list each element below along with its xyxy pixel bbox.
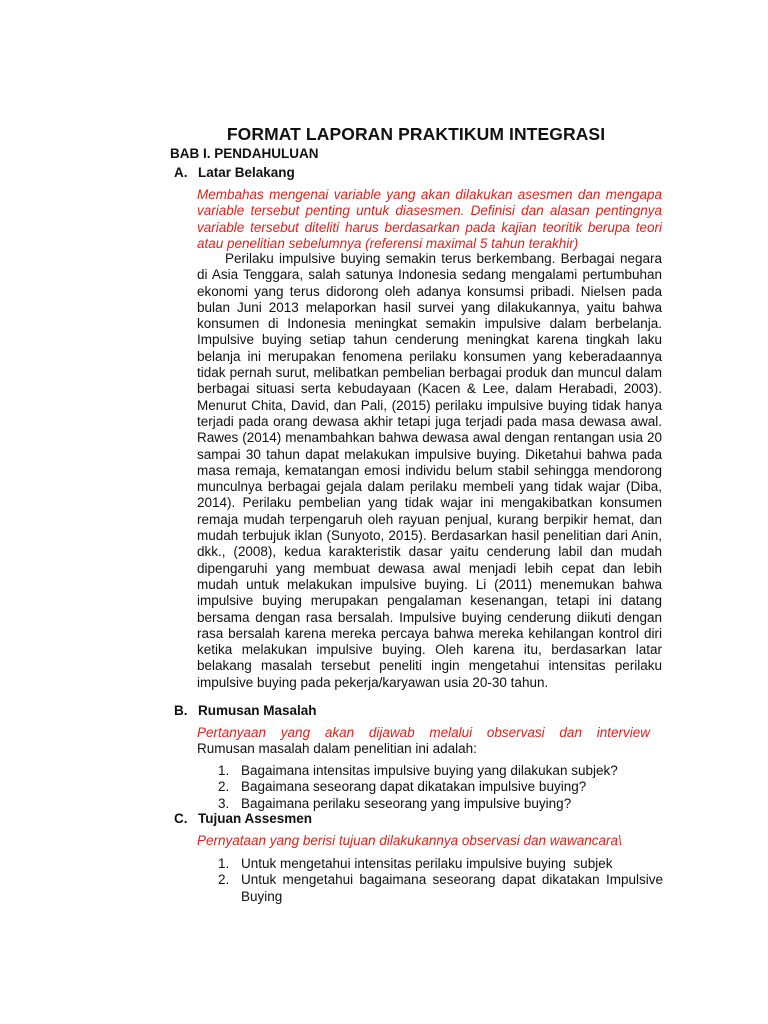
chapter-heading: BAB I. PENDAHULUAN — [170, 146, 319, 161]
list-item: 3. Bagaimana perilaku seseorang yang impulsive buying? — [218, 795, 572, 811]
list-item: 1. Untuk mengetahui intensitas perilaku impulsive buying subjek — [218, 856, 613, 871]
document-title: FORMAT LAPORAN PRAKTIKUM INTEGRASI — [226, 124, 606, 144]
section-c-list — [218, 856, 663, 905]
list-item: 1. Bagaimana intensitas impulsive buying yang dilakukan subjek? — [218, 763, 618, 778]
section-b-instruction: Pertanyaan yang akan dijawab melalui observasi dan interview — [197, 725, 650, 740]
section-c-heading — [174, 811, 312, 826]
list-item: 2. Untuk mengetahui bagaimana seseorang dapat dikatakan Impulsive Buying — [218, 872, 663, 904]
section-a-body: Perilaku impulsive buying semakin terus berkembang. Berbagai negara di Asia Tenggara, salah satunya Indonesia sedang mengalami pertumbuhan ekonomi yang terus didorong oleh adanya konsumsi pribadi. Nielsen pada bulan Juni 2013 melaporkan hasil survei yang dilakukannya, yaitu bahwa konsumen di Indonesia meningkat semakin impulsive dalam berbelanja. Impulsive buying setiap tahun cenderung meningkat karena tingkah laku belanja ini merupakan fenomena perilaku konsumen yang keberadaannya tidak pernah surut, melibatkan pembelian berbagai produk dan muncul dalam berbagai situasi serta kebudayaan (Kacen & Lee, dalam Herabadi, 2003). Menurut Chita, David, dan Pali, (2015) perilaku impulsive buying tidak hanya terjadi pada orang dewasa akhir tetapi juga terjadi pada masa dewasa awal. Rawes (2014) menambahkan bahwa dewasa awal dengan rentangan usia 20 sampai 30 tahun dapat melakukan impulsive buying. Diketahui bahwa pada masa remaja, kematangan emosi individu belum stabil sehingga mendorong munculnya berbagai gejala dalam perilaku membeli yang tidak wajar (Diba, 2014). Perilaku pembelian yang tidak wajar ini mengakibatkan konsumen remaja mudah terpengaruh oleh rayuan penjual, kurang berpikir hemat, dan mudah terbujuk iklan (Sunyoto, 2015). Berdasarkan hasil penelitian dari Anin, dkk., (2008), kedua karakteristik dasar yaitu cenderung labil dan mudah dipengaruhi yang membuat dewasa awal menjadi lebih cepat dan lebih mudah untuk melakukan impulsive buying. Li (2011) menemukan bahwa impulsive buying merupakan pengalaman kesenangan, tetapi ini datang bersama dengan rasa bersalah. Impulsive buying cenderung diikuti dengan rasa bersalah karena mereka percaya bahwa mereka kehilangan kontrol diri ketika melakukan impulsive buying. Oleh karena itu, berdasarkan latar belakang masalah tersebut peneliti ingin mengetahui intensitas perilaku impulsive buying pada pekerja/karyawan usia 20-30 tahun. — [197, 251, 662, 690]
section-c-title: Tujuan Assesmen — [198, 811, 313, 826]
section-a-instruction: Membahas mengenai variable yang akan dilakukan asesmen dan mengapa variable tersebut penting untuk diasesmen. Definisi dan alasan pentingnya variable tersebut diteliti harus berdasarkan pada kajian teoritik berupa teori atau penelitian sebelumnya (referensi maximal 5 tahun terakhir) — [197, 187, 662, 251]
section-a-letter: A. — [174, 165, 188, 180]
section-c-letter: C. — [174, 811, 188, 826]
section-a-heading — [174, 165, 295, 180]
section-b-heading — [174, 703, 317, 718]
section-b-letter: B. — [174, 703, 188, 718]
section-b-intro: Rumusan masalah dalam penelitian ini adalah: — [197, 741, 477, 756]
section-b-list — [218, 763, 663, 812]
section-c-instruction: Pernyataan yang berisi tujuan dilakukannya observasi dan wawancara\ — [197, 833, 622, 848]
list-item: 2. Bagaimana seseorang dapat dikatakan impulsive buying? — [218, 779, 587, 795]
section-b-title: Rumusan Masalah — [198, 703, 317, 718]
section-a-title: Latar Belakang — [198, 165, 295, 180]
